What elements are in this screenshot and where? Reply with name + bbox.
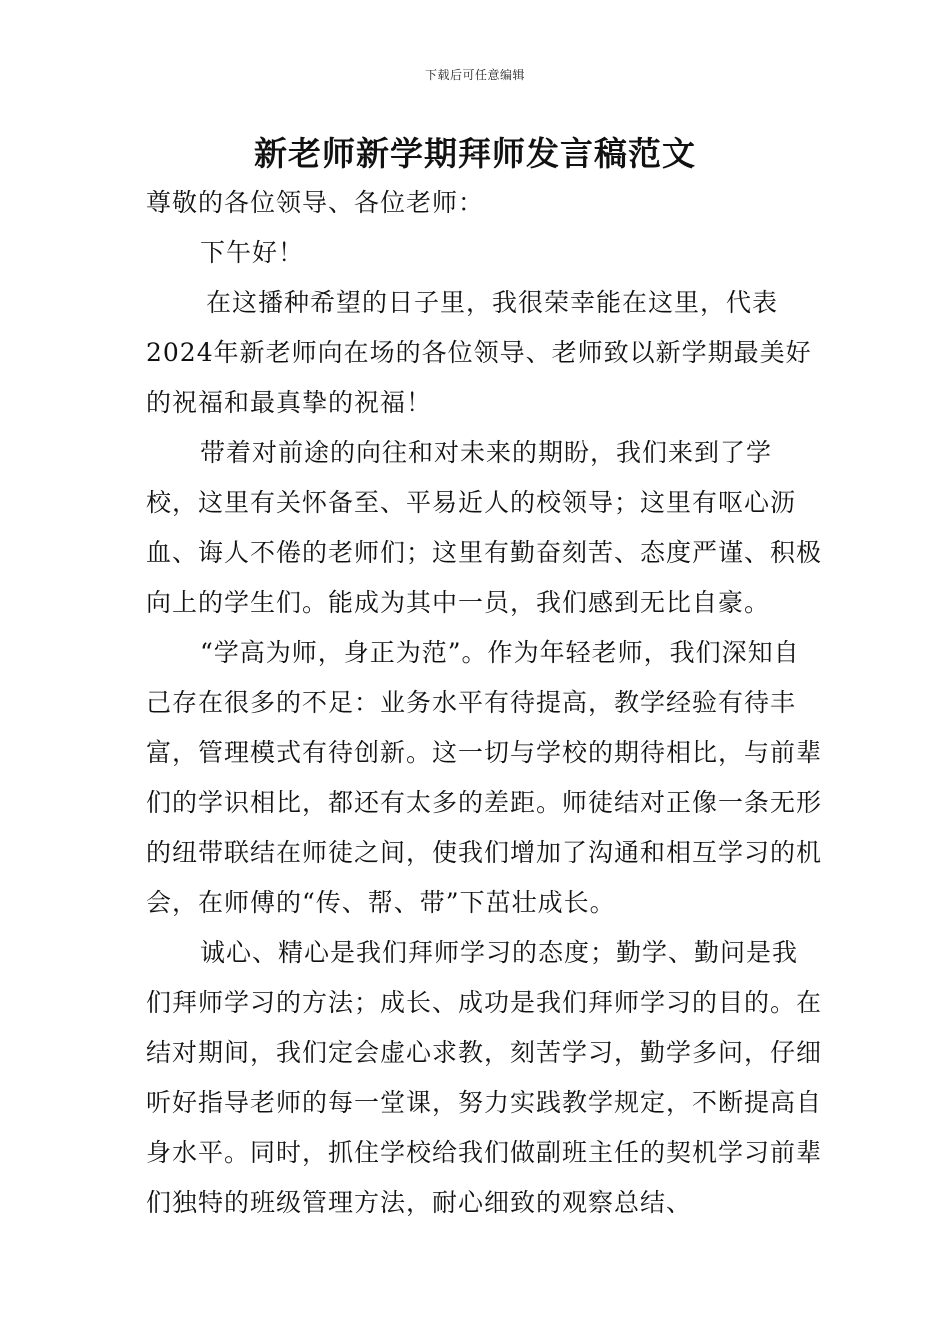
- page-title: 新老师新学期拜师发言稿范文: [254, 134, 696, 173]
- salutation: 尊敬的各位领导、各位老师：: [146, 188, 485, 217]
- paragraph-mentorship: “学高为师，身正为范”。作为年轻老师，我们深知自己存在很多的不足：业务水平有待提高，教学经验有待丰富，管理模式有待创新。这一切与学校的期待相比，与前辈们的学识相比，都还有太多的差距。师徒结对正像一条无形的纽带联结在师徒之间，使我们增加了沟通和相互学习的机会，在师傅的“传、帮、带”下茁壮成长。: [146, 638, 823, 917]
- paragraph-school: 带着对前途的向往和对未来的期盼，我们来到了学校，这里有关怀备至、平易近人的校领导；这里有呕心沥血、诲人不倦的老师们；这里有勤奋刻苦、态度严谨、积极向上的学生们。能成为其中一员，我们感到无比自豪。: [146, 438, 823, 617]
- paragraph-greeting: 下午好！: [200, 238, 305, 267]
- document-body: [146, 178, 822, 1228]
- paragraph-wishes: 在这播种希望的日子里，我很荣幸能在这里，代表2024年新老师向在场的各位领导、老师致以新学期最美好的祝福和最真挚的祝福！: [146, 288, 812, 417]
- paragraph-attitude: 诚心、精心是我们拜师学习的态度；勤学、勤问是我们拜师学习的方法；成长、成功是我们拜师学习的目的。在结对期间，我们定会虚心求教，刻苦学习，勤学多问，仔细听好指导老师的每一堂课，努力实践教学规定，不断提高自身水平。同时，抓住学校给我们做副班主任的契机学习前辈们独特的班级管理方法，耐心细致的观察总结、: [146, 938, 823, 1217]
- header-note: 下载后可任意编辑: [424, 68, 525, 82]
